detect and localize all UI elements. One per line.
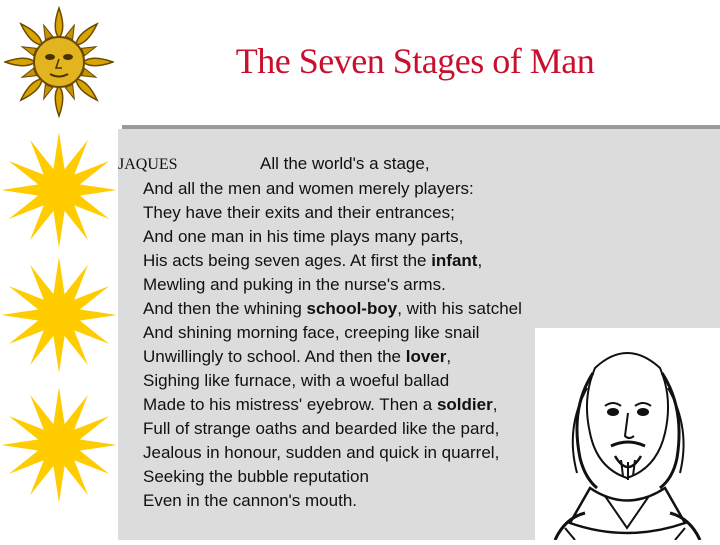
poem-line-text: His acts being seven ages. At first the (143, 251, 432, 270)
poem-line (118, 249, 578, 273)
sun-face-icon (4, 4, 114, 119)
poem-line: Seeking the bubble reputation (143, 467, 369, 486)
poem-line-text: , (446, 347, 452, 366)
sun-icon (2, 130, 116, 250)
speaker-name: JAQUES (118, 156, 178, 173)
sun-icon (2, 255, 116, 375)
poem-line-text: , with his satchel (397, 299, 522, 318)
slide-title: The Seven Stages of Man (235, 41, 595, 81)
stage-soldier: soldier (436, 395, 493, 414)
poem-line: And shining morning face, creeping like snail (143, 323, 480, 342)
shakespeare-portrait (535, 328, 720, 540)
poem-line (118, 393, 578, 417)
stage-infant: infant (431, 251, 478, 270)
sun-icon (2, 385, 116, 505)
poem-line-text: Made to his mistress' eyebrow. Then a (143, 395, 437, 414)
poem-line: They have their exits and their entrances; (143, 203, 455, 222)
poem-first-line (118, 152, 578, 177)
poem-line: Sighing like furnace, with a woeful ballad (143, 371, 450, 390)
poem-line (118, 297, 578, 321)
poem-block (118, 152, 578, 513)
poem-line: Full of strange oaths and bearded like the pard, (143, 419, 500, 438)
poem-line-text: , (477, 251, 483, 270)
stage-school-boy: school-boy (306, 299, 398, 318)
poem-line-text: , (492, 395, 498, 414)
poem-line: Jealous in honour, sudden and quick in quarrel, (143, 443, 500, 462)
poem-line: Mewling and puking in the nurse's arms. (143, 275, 446, 294)
stage-lover: lover (405, 347, 447, 366)
poem-line: And all the men and women merely players: (143, 179, 474, 198)
poem-line: All the world's a stage, (260, 154, 430, 173)
poem-line: Even in the cannon's mouth. (143, 491, 357, 510)
portrait-icon (535, 328, 720, 540)
poem-line (118, 345, 578, 369)
poem-line-text: And then the whining (143, 299, 307, 318)
poem-line: And one man in his time plays many parts, (143, 227, 464, 246)
poem-line-text: Unwillingly to school. And then the (143, 347, 406, 366)
